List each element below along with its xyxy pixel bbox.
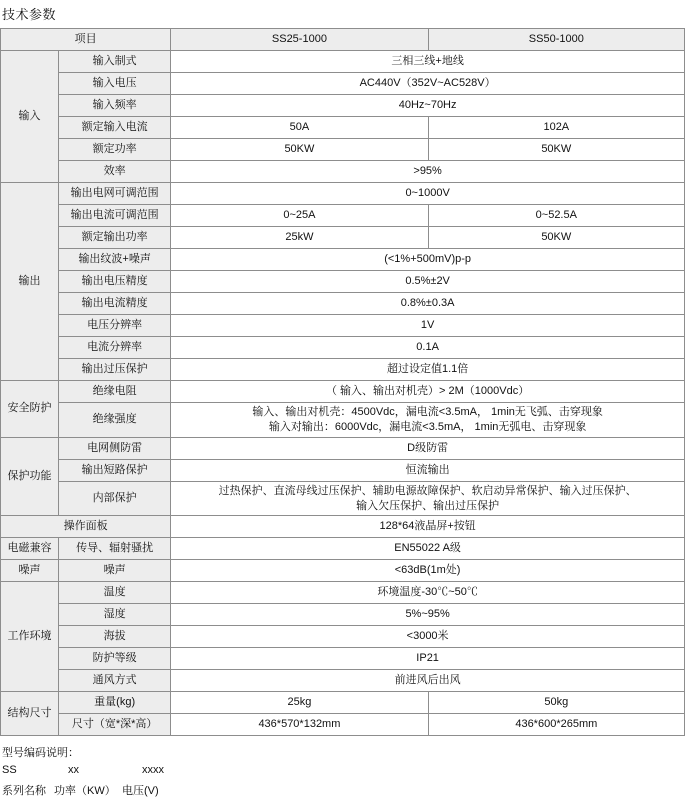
- table-row: [1, 670, 685, 692]
- legend-labels-row: [2, 782, 685, 798]
- row-value: 超过设定值1.1倍: [171, 359, 685, 381]
- row-label: 电流分辨率: [59, 337, 171, 359]
- row-value: 输入、输出对机壳：4500Vdc，漏电流<3.5mA， 1min无飞弧、击穿现象 输入对输出：6000Vdc，漏电流<3.5mA， 1min无弧电、击穿现象: [171, 403, 685, 438]
- row-value: 前进风后出风: [171, 670, 685, 692]
- row-value: 1V: [171, 315, 685, 337]
- table-row: [1, 582, 685, 604]
- row-value: 三相三线+地线: [171, 51, 685, 73]
- table-row: [1, 648, 685, 670]
- table-row: [1, 227, 685, 249]
- row-value: （ 输入、输出对机壳）> 2M（1000Vdc）: [171, 381, 685, 403]
- table-row: [1, 459, 685, 481]
- table-row: [1, 337, 685, 359]
- legend-title: 型号编码说明：: [2, 747, 79, 760]
- legend-code-power: xx: [68, 764, 79, 777]
- row-value-ss25: 25kW: [171, 227, 428, 249]
- row-group-label: 输出: [1, 183, 59, 381]
- table-row: [1, 249, 685, 271]
- table-row: [1, 538, 685, 560]
- row-label: 电网侧防雷: [59, 437, 171, 459]
- row-label: 通风方式: [59, 670, 171, 692]
- row-label: 输出过压保护: [59, 359, 171, 381]
- table-row: [1, 626, 685, 648]
- row-label: 温度: [59, 582, 171, 604]
- row-label: 重量(kg): [59, 692, 171, 714]
- row-value: >95%: [171, 161, 685, 183]
- row-value-ss25: 436*570*132mm: [171, 714, 428, 736]
- row-label: 噪声: [59, 560, 171, 582]
- row-label: 内部保护: [59, 481, 171, 516]
- row-value-ss50: 50KW: [428, 227, 684, 249]
- row-label: 输出纹波+噪声: [59, 249, 171, 271]
- row-label: 输出电流精度: [59, 293, 171, 315]
- row-group-label: 电磁兼容: [1, 538, 59, 560]
- legend-codes-row: [2, 764, 685, 780]
- table-row: [1, 205, 685, 227]
- table-row: [1, 139, 685, 161]
- legend-label-power: 功率（KW）: [54, 785, 116, 798]
- table-row: [1, 293, 685, 315]
- table-row: [1, 692, 685, 714]
- row-value: 环境温度-30℃~50℃: [171, 582, 685, 604]
- row-value: 0.5%±2V: [171, 271, 685, 293]
- row-label: 输出短路保护: [59, 459, 171, 481]
- row-value-ss25: 50KW: [171, 139, 428, 161]
- row-value: 5%~95%: [171, 604, 685, 626]
- technical-parameters-table: [0, 28, 685, 736]
- row-label: 输出电流可调范围: [59, 205, 171, 227]
- row-value: 40Hz~70Hz: [171, 95, 685, 117]
- table-header: [1, 29, 685, 51]
- table-row: [1, 315, 685, 337]
- row-label: 湿度: [59, 604, 171, 626]
- row-group-label: 结构尺寸: [1, 692, 59, 736]
- table-row: [1, 714, 685, 736]
- row-value: EN55022 A级: [171, 538, 685, 560]
- row-group-label: 安全防护: [1, 381, 59, 438]
- row-label: 输入制式: [59, 51, 171, 73]
- row-label: 额定输入电流: [59, 117, 171, 139]
- page-title: 技术参数: [2, 7, 57, 22]
- row-label: 尺寸（宽*深*高）: [59, 714, 171, 736]
- table-row: [1, 73, 685, 95]
- row-value-ss50: 102A: [428, 117, 684, 139]
- row-value-ss25: 50A: [171, 117, 428, 139]
- row-value-ss25: 25kg: [171, 692, 428, 714]
- row-label: 电压分辨率: [59, 315, 171, 337]
- row-value: <3000米: [171, 626, 685, 648]
- legend-code-series: SS: [2, 764, 17, 777]
- table-row: [1, 95, 685, 117]
- legend-label-voltage: 电压(V): [122, 785, 159, 798]
- row-group-label: 操作面板: [1, 516, 171, 538]
- row-value-ss50: 436*600*265mm: [428, 714, 684, 736]
- table-header-row: [1, 29, 685, 51]
- row-value-ss50: 50kg: [428, 692, 684, 714]
- row-value: 过热保护、直流母线过压保护、辅助电源故障保护、软启动异常保护、输入过压保护、 输入欠压保护、输出过压保护: [171, 481, 685, 516]
- row-group-label: 工作环境: [1, 582, 59, 692]
- row-value: 128*64液晶屏+按钮: [171, 516, 685, 538]
- row-value-ss50: 50KW: [428, 139, 684, 161]
- row-value: <63dB(1m处): [171, 560, 685, 582]
- table-row: [1, 161, 685, 183]
- table-row: [1, 437, 685, 459]
- table-row: [1, 359, 685, 381]
- row-group-label: 输入: [1, 51, 59, 183]
- row-label: 效率: [59, 161, 171, 183]
- legend-code-voltage: xxxx: [142, 764, 164, 777]
- row-label: 绝缘电阻: [59, 381, 171, 403]
- row-label: 输出电压精度: [59, 271, 171, 293]
- row-label: 输出电网可调范围: [59, 183, 171, 205]
- row-value: 恒流输出: [171, 459, 685, 481]
- row-value: 0~1000V: [171, 183, 685, 205]
- row-group-label: 保护功能: [1, 437, 59, 516]
- row-label: 防护等级: [59, 648, 171, 670]
- table-row: [1, 403, 685, 438]
- column-header-item: 项目: [1, 29, 171, 51]
- table-row: [1, 271, 685, 293]
- table-row: [1, 51, 685, 73]
- table-row: [1, 481, 685, 516]
- row-label: 额定功率: [59, 139, 171, 161]
- row-label: 输入电压: [59, 73, 171, 95]
- legend-label-series: 系列名称: [2, 785, 46, 798]
- column-header-model-ss50: SS50-1000: [428, 29, 684, 51]
- model-code-legend: [0, 744, 685, 798]
- row-group-label: 噪声: [1, 560, 59, 582]
- table-row: [1, 604, 685, 626]
- row-value: D级防雷: [171, 437, 685, 459]
- column-header-model-ss25: SS25-1000: [171, 29, 428, 51]
- row-label: 额定输出功率: [59, 227, 171, 249]
- row-value-ss25: 0~25A: [171, 205, 428, 227]
- table-body: [1, 51, 685, 736]
- table-row: [1, 381, 685, 403]
- row-label: 输入频率: [59, 95, 171, 117]
- table-row: [1, 516, 685, 538]
- row-value: (<1%+500mV)p-p: [171, 249, 685, 271]
- row-value-ss50: 0~52.5A: [428, 205, 684, 227]
- table-row: [1, 183, 685, 205]
- row-label: 绝缘强度: [59, 403, 171, 438]
- row-label: 海拔: [59, 626, 171, 648]
- row-label: 传导、辐射骚扰: [59, 538, 171, 560]
- row-value: AC440V（352V~AC528V）: [171, 73, 685, 95]
- row-value: IP21: [171, 648, 685, 670]
- table-row: [1, 117, 685, 139]
- table-row: [1, 560, 685, 582]
- row-value: 0.8%±0.3A: [171, 293, 685, 315]
- row-value: 0.1A: [171, 337, 685, 359]
